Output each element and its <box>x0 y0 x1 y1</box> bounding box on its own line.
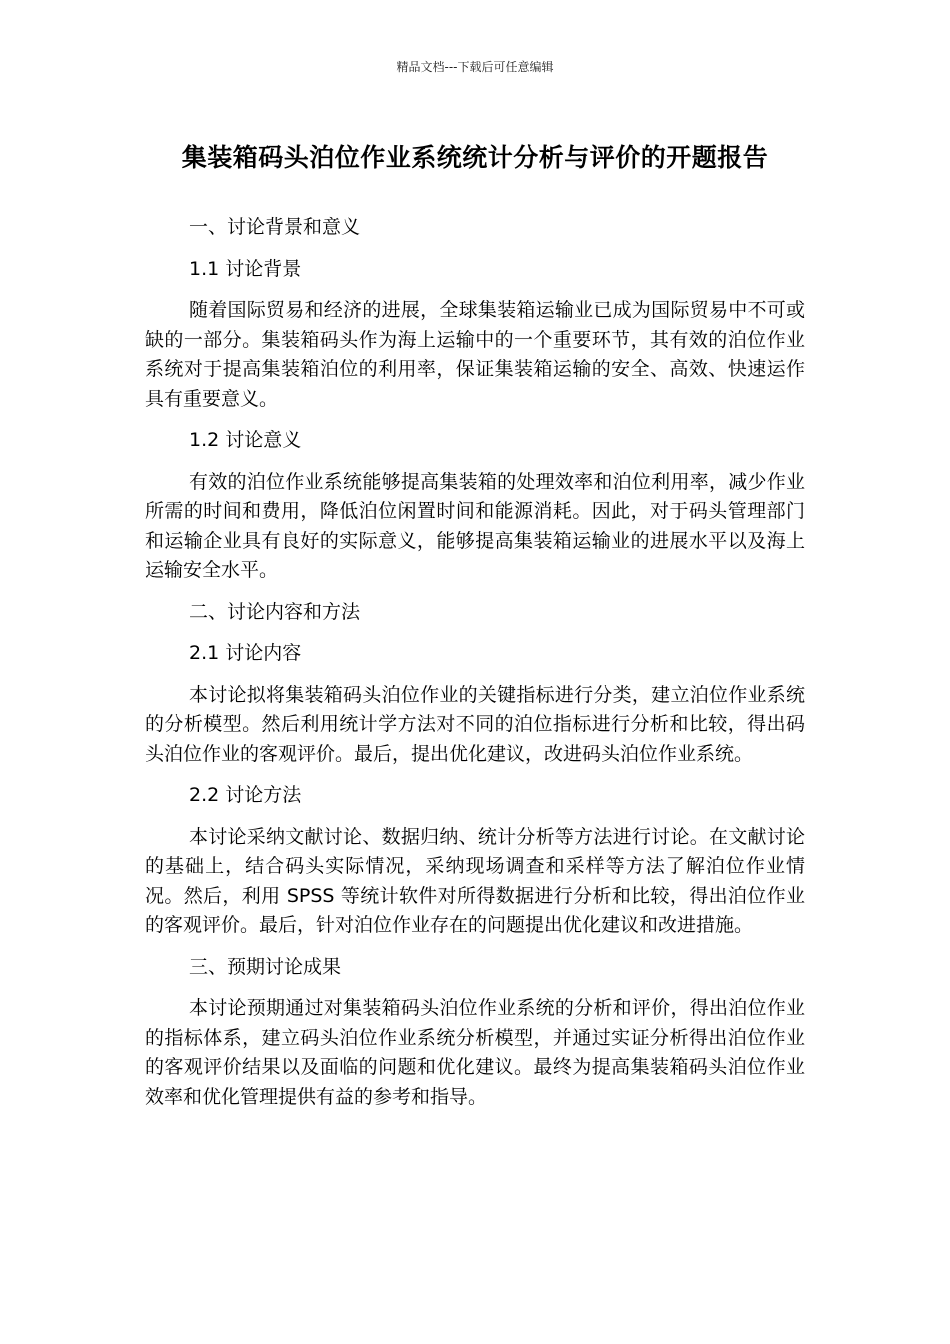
paragraph-1-1: 随着国际贸易和经济的进展，全球集装箱运输业已成为国际贸易中不可或缺的一部分。集装箱码头作为海上运输中的一个重要环节，其有效的泊位作业系统对于提高集装箱泊位的利用率，保证集装箱运输的安全、高效、快速运作具有重要意义。 <box>145 299 805 410</box>
paragraph-3: 本讨论预期通过对集装箱码头泊位作业系统的分析和评价，得出泊位作业的指标体系，建立码头泊位作业系统分析模型，并通过实证分析得出泊位作业的客观评价结果以及面临的问题和优化建议。最终为提高集装箱码头泊位作业效率和优化管理提供有益的参考和指导。 <box>145 997 805 1108</box>
document-title: 集装箱码头泊位作业系统统计分析与评价的开题报告 <box>181 143 769 172</box>
paragraph-2-2: 本讨论采纳文献讨论、数据归纳、统计分析等方法进行讨论。在文献讨论的基础上，结合码头实际情况，采纳现场调查和采样等方法了解泊位作业情况。然后，利用 SPSS 等统计软件对所得数据进行分析和比较，得出泊位作业的客观评价。最后，针对泊位作业存在的问题提出优化建议和改进措施。 <box>145 825 805 936</box>
subsection-heading-2-2: 2.2 讨论方法 <box>189 784 302 806</box>
subsection-heading-2-1: 2.1 讨论内容 <box>189 642 302 664</box>
document-body <box>145 213 805 1124</box>
subsection-heading-1-1: 1.1 讨论背景 <box>189 257 302 280</box>
page-header: 精品文档---下载后可任意编辑 <box>396 60 554 74</box>
paragraph-2-1: 本讨论拟将集装箱码头泊位作业的关键指标进行分类，建立泊位作业系统的分析模型。然后利用统计学方法对不同的泊位指标进行分析和比较，得出码头泊位作业的客观评价。最后，提出优化建议，改进码头泊位作业系统。 <box>145 683 805 765</box>
section-heading-3: 三、预期讨论成果 <box>189 955 342 978</box>
section-heading-1: 一、讨论背景和意义 <box>189 216 361 238</box>
subsection-heading-1-2: 1.2 讨论意义 <box>189 429 302 451</box>
section-heading-2: 二、讨论内容和方法 <box>189 600 361 623</box>
paragraph-1-2: 有效的泊位作业系统能够提高集装箱的处理效率和泊位利用率，减少作业所需的时间和费用，降低泊位闲置时间和能源消耗。因此，对于码头管理部门和运输企业具有良好的实际意义，能够提高集装箱运输业的进展水平以及海上运输安全水平。 <box>145 470 805 581</box>
